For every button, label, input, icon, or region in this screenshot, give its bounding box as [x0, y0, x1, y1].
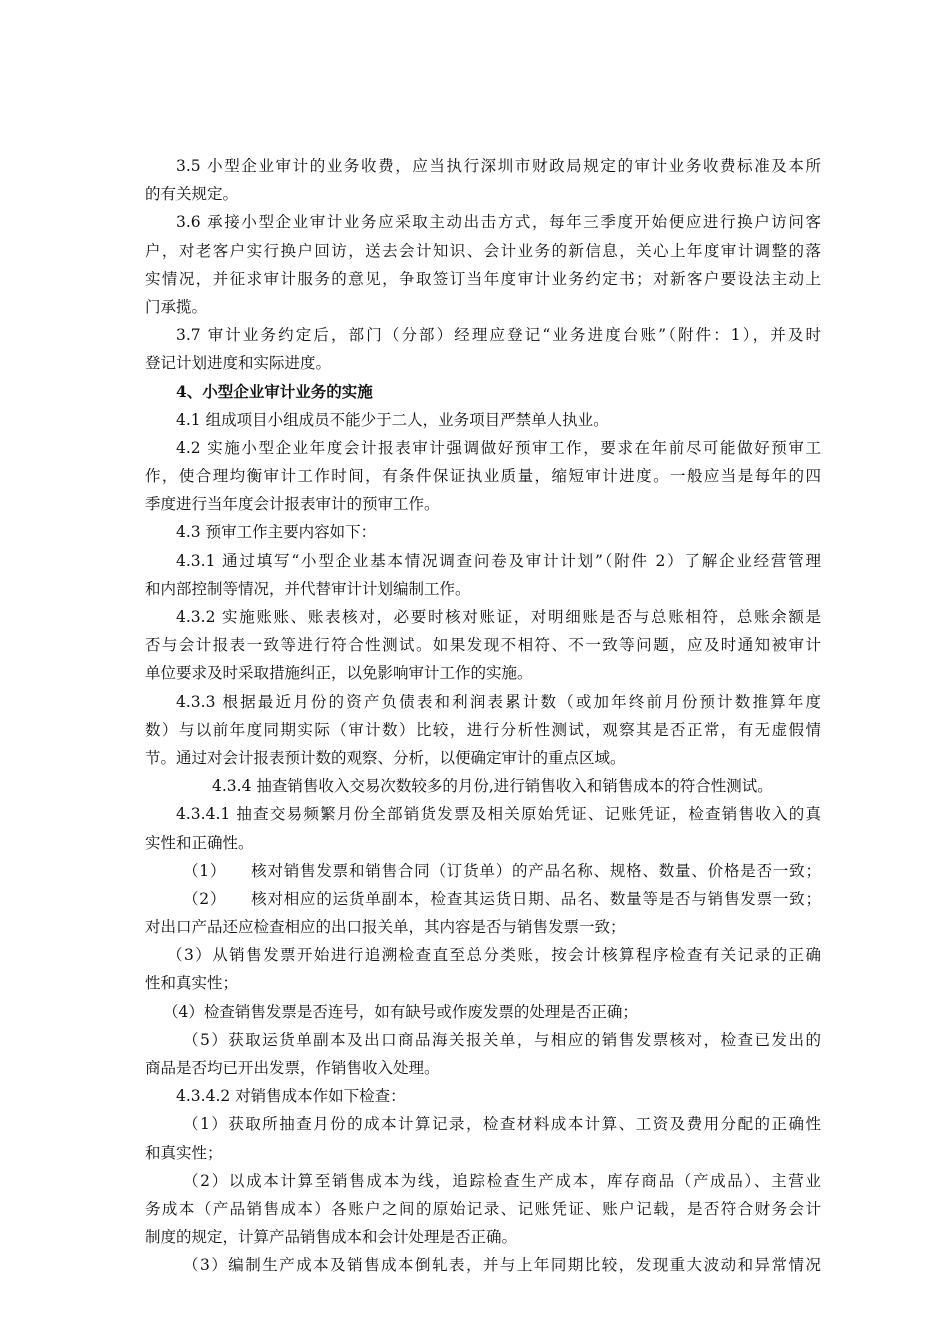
- paragraph-line: 务成本（产品销售成本）各账户之间的原始记录、记账凭证、账户记载，是否符合财务会计: [145, 1199, 821, 1218]
- paragraph-line: 4.3.4.2 对销售成本作如下检查：: [176, 1087, 406, 1106]
- paragraph-line: 数）与以前年度同期实际（审计数）比较，进行分析性测试，观察其是否正常，有无虚假情: [145, 720, 821, 739]
- list-item: （4）检查销售发票是否连号，如有缺号或作废发票的处理是否正确；: [163, 1002, 638, 1021]
- paragraph-line: 4.3.4 抽查销售收入交易次数较多的月份,进行销售收入和销售成本的符合性测试。: [212, 777, 773, 796]
- paragraph-line: 制度的规定，计算产品销售成本和会计处理是否正确。: [145, 1228, 518, 1247]
- paragraph-line: 对出口产品还应检查相应的出口报关单，其内容是否与销售发票一致；: [145, 918, 626, 937]
- paragraph-line: 4.3.4.1 抽查交易频繁月份全部销货发票及相关原始凭证、记账凭证，检查销售收入的真: [176, 805, 821, 824]
- paragraph-line: 4.3.3 根据最近月份的资产负债表和利润表累计数（或加年终前月份预计数推算年度: [176, 692, 821, 711]
- list-item: （1） 核对销售发票和销售合同（订货单）的产品名称、规格、数量、价格是否一致；: [183, 861, 821, 880]
- list-item: （2） 核对相应的运货单副本，检查其运货日期、品名、数量等是否与销售发票一致；: [183, 889, 821, 908]
- paragraph-line: 3.7 审计业务约定后，部门（分部）经理应登记“业务进度台账”（附件：1），并及时: [176, 326, 821, 345]
- paragraph-line: 户，对老客户实行换户回访，送去会计知识、会计业务的新信息，关心上年度审计调整的落: [145, 241, 821, 260]
- paragraph-line: 实性和正确性。: [145, 833, 254, 852]
- list-item: （3）从销售发票开始进行追溯检查直至总分类账，按会计核算程序检查有关记录的正确: [167, 946, 821, 965]
- paragraph-line: 4.3 预审工作主要内容如下：: [176, 523, 377, 542]
- paragraph-line: 性和真实性；: [145, 974, 239, 993]
- paragraph-line: 作，使合理均衡审计工作时间，有条件保证执业质量，缩短审计进度。一般应当是每年的四: [145, 467, 821, 486]
- paragraph-line: 否与会计报表一致等进行符合性测试。如果发现不相符、不一致等问题，应及时通知被审计: [145, 636, 821, 655]
- section-heading: 4、小型企业审计业务的实施: [176, 381, 373, 401]
- paragraph-line: 4.3.2 实施账账、账表核对，必要时核对账证，对明细账是否与总账相符，总账余额是: [176, 608, 821, 626]
- list-item: （5）获取运货单副本及出口商品海关报关单，与相应的销售发票核对，检查已发出的: [183, 1030, 821, 1049]
- list-item: （1）获取所抽查月份的成本计算记录，检查材料成本计算、工资及费用分配的正确性: [183, 1115, 821, 1134]
- paragraph-line: 3.6 承接小型企业审计业务应采取主动出击方式，每年三季度开始便应进行换户访问客: [176, 213, 821, 232]
- list-item: （3）编制生产成本及销售成本倒轧表，并与上年同期比较，发现重大波动和异常情况: [183, 1256, 821, 1275]
- paragraph-line: 登记计划进度和实际进度。: [145, 354, 332, 373]
- list-item: （2）以成本计算至销售成本为线，追踪检查生产成本，库存商品（产成品）、主营业: [183, 1171, 821, 1190]
- paragraph-line: 季度进行当年度会计报表审计的预审工作。: [145, 495, 440, 514]
- paragraph-line: 商品是否均已开出发票，作销售收入处理。: [145, 1059, 440, 1077]
- paragraph-line: 和真实性；: [145, 1143, 223, 1162]
- paragraph-line: 和内部控制等情况，并代替审计计划编制工作。: [145, 579, 471, 598]
- paragraph-line: 单位要求及时采取措施纠正，以免影响审计工作的实施。: [145, 664, 533, 683]
- paragraph-line: 3.5 小型企业审计的业务收费，应当执行深圳市财政局规定的审计业务收费标准及本所: [176, 157, 821, 175]
- paragraph-line: 的有关规定。: [145, 185, 239, 204]
- paragraph-line: 4.1 组成项目小组成员不能少于二人，业务项目严禁单人执业。: [176, 410, 609, 429]
- paragraph-line: 4.2 实施小型企业年度会计报表审计强调做好预审工作，要求在年前尽可能做好预审工: [176, 438, 821, 457]
- paragraph-line: 4.3.1 通过填写“小型企业基本情况调查问卷及审计计划”（附件 2）了解企业经营管理: [176, 551, 821, 570]
- paragraph-line: 实情况，并征求审计服务的意见，争取签订当年度审计业务约定书；对新客户要设法主动上: [145, 269, 821, 288]
- paragraph-line: 节。通过对会计报表预计数的观察、分析，以便确定审计的重点区域。: [145, 748, 626, 767]
- paragraph-line: 门承揽。: [145, 297, 208, 316]
- document-body: [145, 152, 821, 1280]
